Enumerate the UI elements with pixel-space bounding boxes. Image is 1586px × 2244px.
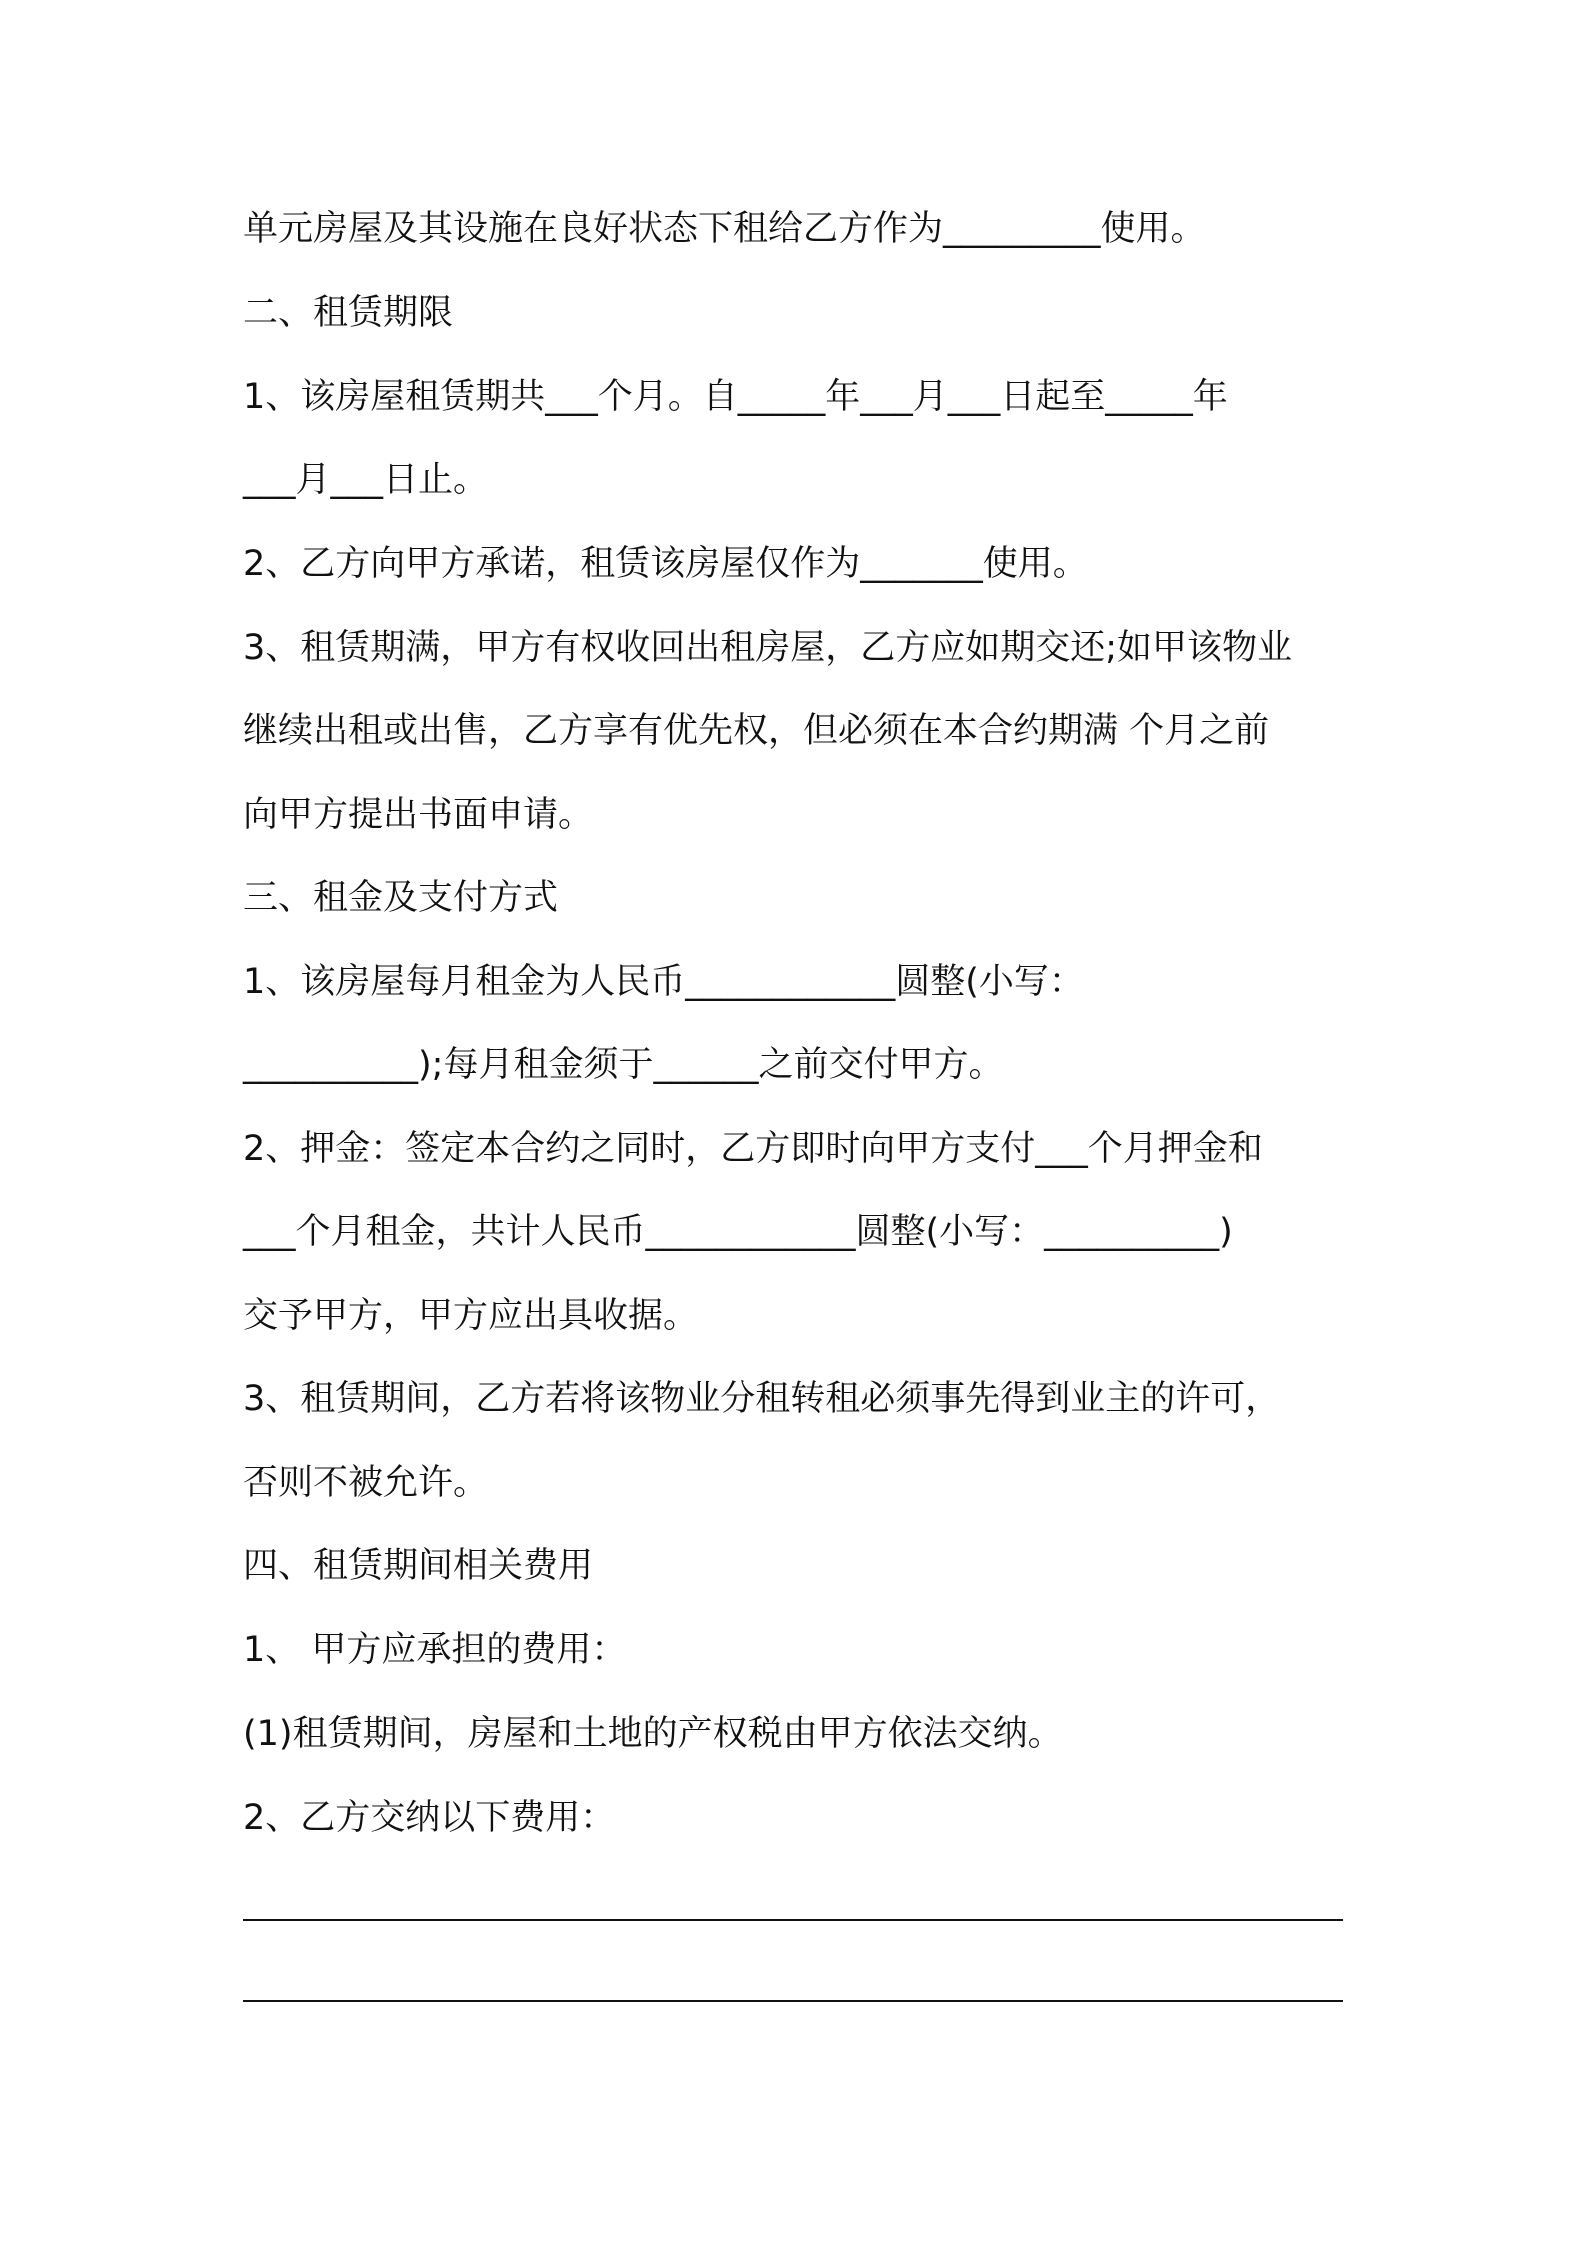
lease-term-line-1: 1、该房屋租赁期共___个月。自_____年___月___日起至_____年	[243, 377, 1228, 417]
lessor-fees-item-1: (1)租赁期间，房屋和土地的产权税由甲方依法交纳。	[243, 1714, 1063, 1754]
lease-use-line: 2、乙方向甲方承诺，租赁该房屋仅作为_______使用。	[243, 544, 1088, 584]
blank-fill-line-2	[243, 2000, 1343, 2002]
deposit-line-1: 2、押金：签定本合约之同时，乙方即时向甲方支付___个月押金和	[243, 1129, 1263, 1169]
sublease-line-2: 否则不被允许。	[243, 1463, 489, 1503]
deposit-line-2: ___个月租金，共计人民币____________圆整(小写：__________)	[243, 1212, 1233, 1252]
renewal-line-2: 继续出租或出售，乙方享有优先权，但必须在本合约期满 个月之前	[243, 711, 1270, 751]
clause-purpose-line: 单元房屋及其设施在良好状态下租给乙方作为_________使用。	[243, 209, 1206, 249]
section-three-heading: 三、租金及支付方式	[243, 878, 559, 918]
lease-term-line-2: ___月___日止。	[243, 460, 489, 500]
lessee-fees-heading: 2、乙方交纳以下费用：	[243, 1798, 616, 1838]
blank-fill-line-1	[243, 1919, 1343, 1921]
rent-line-2: __________);每月租金须于______之前交付甲方。	[243, 1045, 1004, 1085]
renewal-line-3: 向甲方提出书面申请。	[243, 795, 594, 835]
section-four-heading: 四、租赁期间相关费用	[243, 1546, 594, 1586]
deposit-line-3: 交予甲方，甲方应出具收据。	[243, 1296, 699, 1336]
sublease-line-1: 3、租赁期间，乙方若将该物业分租转租必须事先得到业主的许可，	[243, 1379, 1281, 1419]
section-two-heading: 二、租赁期限	[243, 293, 454, 333]
lessor-fees-heading: 1、 甲方应承担的费用：	[243, 1630, 627, 1670]
renewal-line-1: 3、租赁期满，甲方有权收回出租房屋，乙方应如期交还;如甲该物业	[243, 628, 1293, 668]
rent-line-1: 1、该房屋每月租金为人民币____________圆整(小写：	[243, 962, 1084, 1002]
